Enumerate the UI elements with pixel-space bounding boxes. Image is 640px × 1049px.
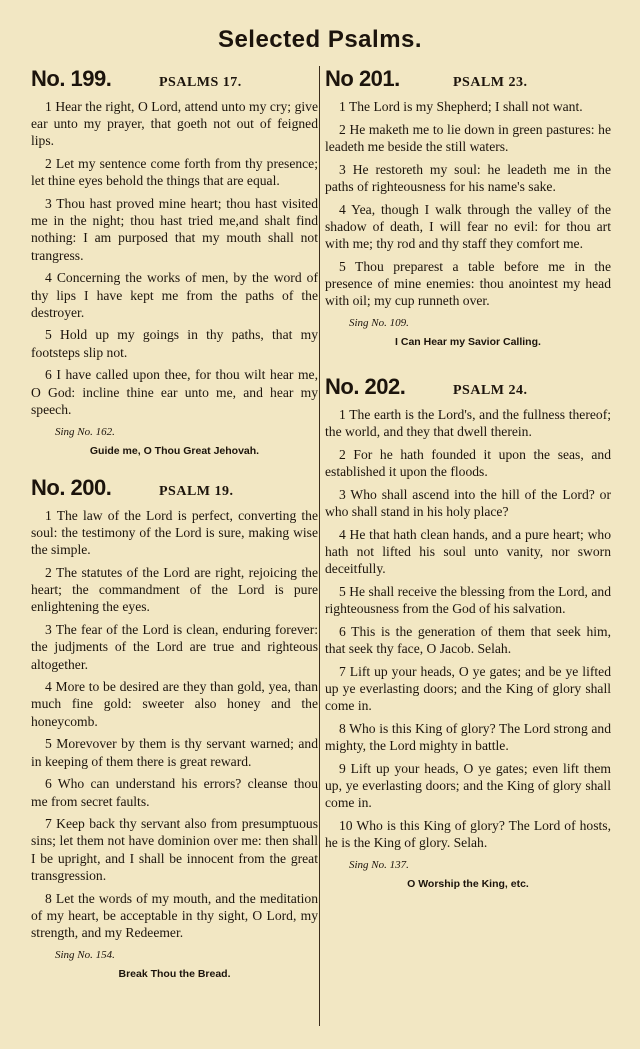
psalm-header [31, 66, 318, 92]
psalm-header [31, 475, 318, 501]
psalm-200 [31, 475, 318, 980]
psalm-reference: PSALM 23. [453, 75, 528, 90]
verse: 3 Who shall ascend into the hill of the Lord? or who shall stand in his holy place? [325, 487, 611, 520]
verse: 4 Yea, though I walk through the valley of the shadow of death, I will fear no evil: for thou art with me; thy rod and thy staff they comfort me. [325, 201, 611, 251]
sing-reference: Sing No. 109. [349, 317, 409, 330]
verse: 6 I have called upon thee, for thou wilt hear me, O God: incline thine ear unto me, and hear my speech. [31, 367, 318, 417]
hymn-title: O Worship the King, etc. [407, 878, 529, 891]
psalm-header [325, 66, 611, 92]
verse: 8 Let the words of my mouth, and the meditation of my heart, be acceptable in thy sight, O Lord, my strength, and my Redeemer. [31, 890, 318, 940]
page-title: Selected Psalms. [217, 26, 423, 53]
psalm-number: No. 200. [31, 474, 112, 500]
psalm-reference: PSALM 24. [453, 383, 528, 399]
verse: 1 The Lord is my Shepherd; I shall not want. [339, 99, 583, 114]
column-divider [319, 66, 320, 1026]
verse: 4 He that hath clean hands, and a pure heart; who hath not lifted his soul unto vanity, nor sworn deceitfully. [325, 526, 611, 577]
psalm-reference: PSALMS 17. [159, 75, 242, 90]
verse: 5 Morevover by them is thy servant warned; and in keeping of them there is great reward. [31, 736, 318, 769]
verse: 4 More to be desired are they than gold, yea, than much fine gold: sweeter also honey and the honeycomb. [31, 679, 318, 729]
left-column [31, 66, 318, 998]
hymn-title: I Can Hear my Savior Calling. [395, 336, 541, 349]
verse: 3 Thou hast proved mine heart; thou hast visited me in the night; thou hast tried me,and shalt find nothing: I am purposed that my mouth shall not trangress. [31, 196, 318, 263]
verse: 2 The statutes of the Lord are right, rejoicing the heart; the commandment of the Lord is pure enlightening the eyes. [31, 565, 318, 615]
verse: 2 For he hath founded it upon the seas, and established it upon the floods. [325, 447, 611, 480]
verse: 5 Thou preparest a table before me in the presence of mine enemies: thou anointest my head with oil; my cup runneth over. [325, 258, 611, 309]
verse: 1 Hear the right, O Lord, attend unto my cry; give ear unto my prayer, that goeth not out of feigned lips. [31, 99, 318, 149]
psalm-number: No 201. [325, 66, 400, 91]
verse: 3 He restoreth my soul: he leadeth me in the paths of righteousness for his name's sake. [325, 161, 611, 194]
psalm-header [325, 374, 611, 400]
sing-reference: Sing No. 154. [55, 949, 115, 962]
verse: 1 The earth is the Lord's, and the fullness thereof; the world, and they that dwell therein. [325, 407, 611, 440]
verse: 9 Lift up your heads, O ye gates; even lift them up, ye everlasting doors; and the King of glory shall come in. [325, 760, 611, 811]
verse: 10 Who is this King of glory? The Lord of hosts, he is the King of glory. Selah. [325, 818, 611, 851]
verse: 2 Let my sentence come forth from thy presence; let thine eyes behold the things that are equal. [31, 156, 318, 189]
verse: 2 He maketh me to lie down in green pastures: he leadeth me beside the still waters. [325, 121, 611, 154]
verse: 6 This is the generation of them that seek him, that seek thy face, O Jacob. Selah. [325, 623, 611, 657]
verse: 5 Hold up my goings in thy paths, that my footsteps slip not. [31, 327, 318, 360]
psalm-201 [325, 66, 611, 348]
psalm-reference: PSALM 19. [159, 483, 234, 499]
hymn-title: Guide me, O Thou Great Jehovah. [89, 444, 260, 457]
psalm-202 [325, 374, 611, 890]
verse: 8 Who is this King of glory? The Lord strong and mighty, the Lord mighty in battle. [325, 720, 611, 754]
psalm-number: No. 199. [31, 66, 112, 91]
verse: 7 Lift up your heads, O ye gates; and be ye lifted up ye everlasting doors; and the King of glory shall come in. [325, 663, 611, 714]
psalm-199 [31, 66, 318, 457]
right-column [325, 66, 611, 908]
sing-reference: Sing No. 137. [349, 859, 409, 872]
psalm-number: No. 202. [325, 374, 406, 400]
verse: 3 The fear of the Lord is clean, enduring forever: the judjments of the Lord are true and righteous altogether. [31, 622, 318, 672]
verse: 6 Who can understand his errors? cleanse thou me from secret faults. [31, 776, 318, 809]
verse: 4 Concerning the works of men, by the word of thy lips I have kept me from the paths of the destroyer. [31, 270, 318, 320]
verse: 5 He shall receive the blessing from the Lord, and righteousness from the God of his salvation. [325, 584, 611, 617]
sing-reference: Sing No. 162. [55, 425, 115, 438]
hymn-title: Break Thou the Bread. [118, 968, 231, 981]
verse: 7 Keep back thy servant also from presumptuous sins; let them not have dominion over me: then shall I be upright, and I shall be innocent from the great transgression. [31, 816, 318, 883]
verse: 1 The law of the Lord is perfect, converting the soul: the testimony of the Lord is sure, making wise the simple. [31, 507, 318, 558]
